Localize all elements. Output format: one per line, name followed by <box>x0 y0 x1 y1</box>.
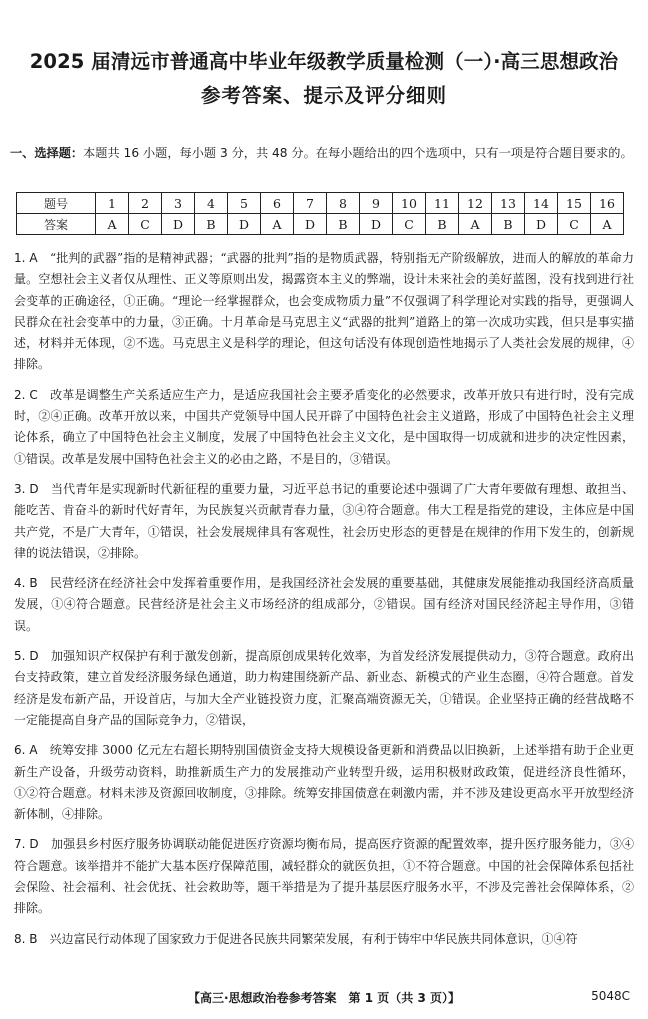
question-number-5: 5 <box>228 193 261 214</box>
item-text: 加强县乡村医疗服务协调联动能促进医疗资源均衡布局，提高医疗资源的配置效率，提升医疗服务能力，③④符合题意。该举措并不能扩大基本医疗保障范围，减轻群众的就医负担，①不符合题意。中国的社会保障体系包括社会保险、社会福利、社会优抚、社会救助等，题干举措是为了提升基层医疗服务水平，不涉及完善社会保障体系，②排除。 <box>14 837 634 916</box>
row-label-numbers: 题号 <box>17 193 96 214</box>
question-number-7: 7 <box>294 193 327 214</box>
answer-11: B <box>426 214 459 235</box>
question-number-10: 10 <box>393 193 426 214</box>
explanation-item-4 <box>14 573 634 637</box>
item-number: 5. D <box>14 649 39 664</box>
answer-table <box>16 192 624 235</box>
item-number: 7. D <box>14 837 39 852</box>
question-number-15: 15 <box>558 193 591 214</box>
answer-explanations <box>14 248 634 959</box>
explanation-item-1 <box>14 248 634 376</box>
explanation-item-8 <box>14 929 634 950</box>
document-title: 2025 届清远市普通高中毕业年级教学质量检测（一）·高三思想政治 <box>29 50 619 73</box>
item-text: “批判的武器”指的是精神武器；“武器的批判”指的是物质武器，特别指无产阶级解放，进而人的解放的革命力量。空想社会主义者仅从理性、正义等原则出发，揭露资本主义的弊端，设计未来社会的美好蓝图，没有找到进行社会变革的正确途径，①正确。“理论一经掌握群众，也会变成物质力量”不仅强调了科学理论对实践的指导，更强调人民群众在社会变革中的力量，③正确。十月革命是马克思主义“武器的批判”道路上的第一次成功实践，但只是事实描述，材料并无体现，②不选。马克思主义是科学的理论，但这句话没有体现创造性地揭示了人类社会发展的规律，④排除。 <box>14 251 634 372</box>
answer-4: B <box>195 214 228 235</box>
item-text: 民营经济在经济社会中发挥着重要作用，是我国经济社会发展的重要基础，其健康发展能推动我国经济高质量发展，①④符合题意。民营经济是社会主义市场经济的组成部分，②错误。国有经济对国民经济起主导作用，③错误。 <box>14 576 634 633</box>
item-number: 8. B <box>14 931 38 946</box>
question-number-6: 6 <box>261 193 294 214</box>
item-text: 当代青年是实现新时代新征程的重要力量，习近平总书记的重要论述中强调了广大青年要做有理想、敢担当、能吃苦、肯奋斗的新时代好青年，为民族复兴贡献青春力量，③④符合题意。伟大工程是指党的建设，主体应是中国共产党，不是广大青年，①错误，社会发展规律具有客观性，社会历史形态的更替是在规律的作用下发生的，创新规律的说法错误，②排除。 <box>14 481 634 560</box>
answer-16: A <box>591 214 624 235</box>
explanation-item-7 <box>14 834 634 919</box>
question-number-9: 9 <box>360 193 393 214</box>
question-number-14: 14 <box>525 193 558 214</box>
answer-8: B <box>327 214 360 235</box>
explanation-item-3 <box>14 479 634 564</box>
answer-table-number-row <box>17 193 624 214</box>
question-number-1: 1 <box>96 193 129 214</box>
item-number: 1. A <box>14 251 38 265</box>
answer-7: D <box>294 214 327 235</box>
question-number-12: 12 <box>459 193 492 214</box>
item-text: 统筹安排 3000 亿元左右超长期特别国债资金支持大规模设备更新和消费品以旧换新，上述举措有助于企业更新生产设备，升级劳动资料，助推新质生产力的发展推动产业转型升级，运用积极财政政策，促进经济良性循环，①②符合题意。材料未涉及资源回收制度，③排除。统筹安排国债意在刺激内需，并不涉及建设更高水平开放型经济新体制，④排除。 <box>14 743 634 822</box>
item-number: 2. C <box>14 387 38 402</box>
answer-1: A <box>96 214 129 235</box>
section-1-heading: 一、选择题： <box>10 146 84 160</box>
answer-15: C <box>558 214 591 235</box>
row-label-answers: 答案 <box>17 214 96 235</box>
question-number-3: 3 <box>162 193 195 214</box>
answer-13: B <box>492 214 525 235</box>
item-number: 3. D <box>14 481 39 496</box>
question-number-4: 4 <box>195 193 228 214</box>
item-number: 4. B <box>14 576 38 591</box>
section-1-text: 本题共 16 小题，每小题 3 分，共 48 分。在每小题给出的四个选项中，只有一项是符合题目要求的。 <box>83 146 633 160</box>
document-subtitle: 参考答案、提示及评分细则 <box>200 84 447 107</box>
answer-table-answer-row <box>17 214 624 235</box>
answer-6: A <box>261 214 294 235</box>
answer-3: D <box>162 214 195 235</box>
question-number-16: 16 <box>591 193 624 214</box>
explanation-item-2 <box>14 385 634 470</box>
answer-12: A <box>459 214 492 235</box>
item-text: 加强知识产权保护有利于激发创新，提高原创成果转化效率，为首发经济发展提供动力，③符合题意。政府出台支持政策，建立首发经济服务绿色通道，助力构建围绕新产品、新业态、新模式的产业生态圈，④符合题意。首发经济是发布新产品，开设首店，与加大全产业链投资力度，汇聚高端资源无关，①错误。企业坚持正确的经营战略不一定能提高自身产品的国际竞争力，②错误， <box>14 649 634 727</box>
explanation-item-5 <box>14 646 634 731</box>
page-footer: 【高三·思想政治卷参考答案 第 1 页（共 3 页）】 <box>188 991 460 1005</box>
item-text: 改革是调整生产关系适应生产力，是适应我国社会主要矛盾变化的必然要求，改革开放只有进行时，没有完成时，②④正确。改革开放以来，中国共产党领导中国人民开辟了中国特色社会主义道路，形成了中国特色社会主义理论体系，确立了中国特色社会主义制度，发展了中国特色社会主义文化，是中国取得一切成就和进步的决定性因素，①错误。改革是发展中国特色社会主义的必由之路，不是目的，③错误。 <box>14 387 634 466</box>
question-number-13: 13 <box>492 193 525 214</box>
answer-14: D <box>525 214 558 235</box>
answer-2: C <box>129 214 162 235</box>
answer-10: C <box>393 214 426 235</box>
item-text: 兴边富民行动体现了国家致力于促进各民族共同繁荣发展，有利于铸牢中华民族共同体意识，①④符 <box>49 931 578 946</box>
item-number: 6. A <box>14 743 38 758</box>
document-code: 5048C <box>591 989 630 1003</box>
answer-5: D <box>228 214 261 235</box>
explanation-item-6 <box>14 740 634 825</box>
question-number-2: 2 <box>129 193 162 214</box>
answer-9: D <box>360 214 393 235</box>
section-1-instruction <box>10 143 640 164</box>
question-number-8: 8 <box>327 193 360 214</box>
question-number-11: 11 <box>426 193 459 214</box>
